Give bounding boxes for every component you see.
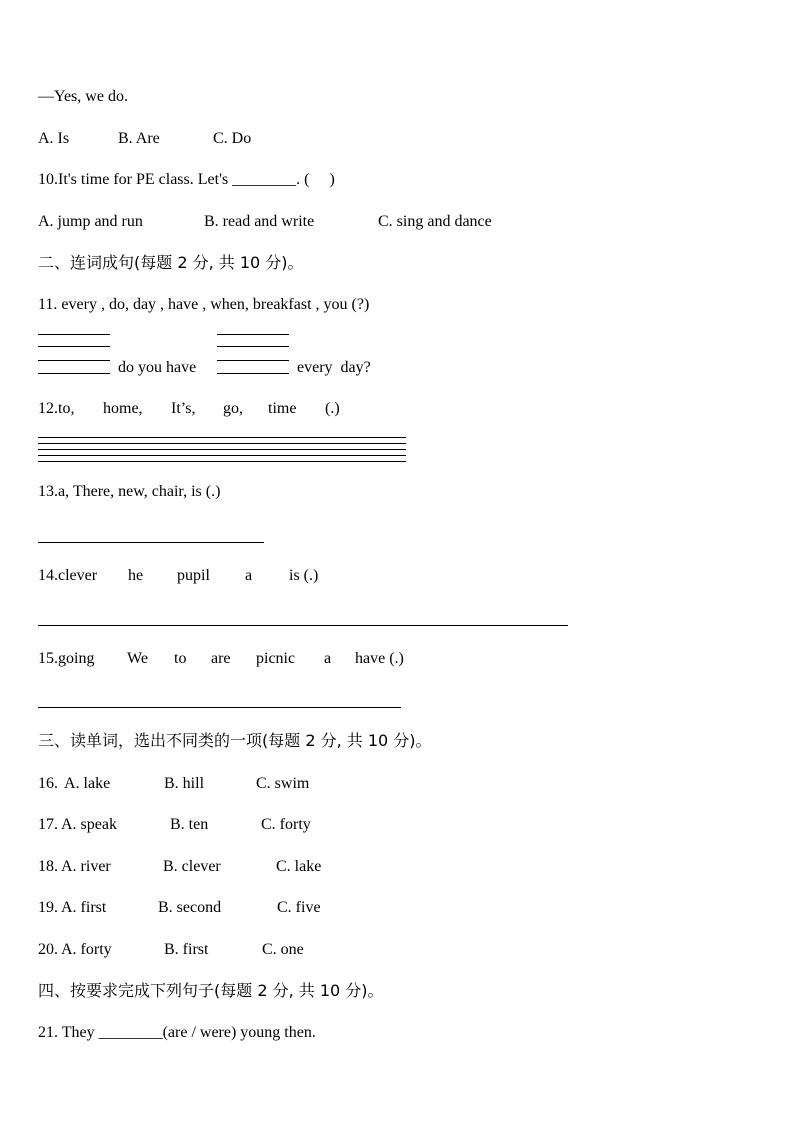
q20-number: 20.	[38, 941, 58, 958]
q15-word: have (.)	[355, 650, 404, 667]
q10-option-c: C. sing and dance	[378, 213, 492, 230]
q14-word: is (.)	[289, 567, 319, 584]
q11-blank2-line2	[217, 346, 289, 347]
q19-option-c: C. five	[277, 899, 321, 916]
q9-option-c: C. Do	[213, 130, 252, 147]
q11-blank1-line4	[38, 373, 110, 374]
q11-blank1-line2	[38, 346, 110, 347]
q9-option-a: A. Is	[38, 130, 70, 147]
q9-option-b: B. Are	[118, 130, 160, 147]
q12-word: 12.to,	[38, 400, 75, 417]
q13-answer-line	[38, 542, 264, 543]
q18-option-c: C. lake	[276, 858, 322, 875]
q15-word: a	[324, 650, 332, 667]
q11-end-text: every day?	[297, 359, 371, 376]
q18-number: 18.	[38, 858, 58, 875]
q19-option-b: B. second	[158, 899, 222, 916]
q12-answer-line5	[38, 461, 406, 462]
q11-blank2-line3	[217, 360, 289, 361]
q15-word: We	[127, 650, 148, 667]
q11-blank1-line1	[38, 334, 110, 335]
q15-word: are	[211, 650, 231, 667]
q12-word: It’s,	[171, 400, 196, 417]
q12-answer-line1	[38, 437, 406, 438]
q10-option-a: A. jump and run	[38, 213, 143, 230]
q17-number: 17.	[38, 816, 58, 833]
q16-option-c: C. swim	[256, 775, 310, 792]
q10-option-b: B. read and write	[204, 213, 315, 230]
q12-word: time	[268, 400, 297, 417]
q17-option-c: C. forty	[261, 816, 311, 833]
q13-stem: 13.a, There, new, chair, is (.)	[38, 483, 221, 500]
q14-word: 14.clever	[38, 567, 98, 584]
q20-option-c: C. one	[262, 941, 304, 958]
q15-answer-line	[38, 707, 401, 708]
q12-answer-line4	[38, 455, 406, 456]
q15-word: 15.going	[38, 650, 95, 667]
q12-word: home,	[103, 400, 143, 417]
q20-option-a: A. forty	[61, 941, 112, 958]
q12-word: (.)	[325, 400, 340, 417]
q12-answer-line3	[38, 449, 406, 450]
q11-stem: 11. every , do, day , have , when, breakfast , you (?)	[38, 296, 370, 313]
q14-word: a	[245, 567, 253, 584]
q18-option-b: B. clever	[163, 858, 221, 875]
q18-option-a: A. river	[61, 858, 111, 875]
q12-answer-line2	[38, 443, 406, 444]
section3-heading: 三、读单词，选出不同类的一项(每题 2 分, 共 10 分)。	[38, 731, 432, 750]
q14-word: he	[128, 567, 144, 584]
q21-stem: 21. They ________(are / were) young then.	[38, 1024, 316, 1041]
q11-blank1-line3	[38, 360, 110, 361]
q14-answer-line	[38, 625, 568, 626]
q19-number: 19.	[38, 899, 58, 916]
q10-stem: 10.It's time for PE class. Let's ________. ( )	[38, 171, 335, 188]
q11-blank2-line4	[217, 373, 289, 374]
section4-heading: 四、按要求完成下列句子(每题 2 分, 共 10 分)。	[38, 981, 384, 1000]
q15-word: picnic	[256, 650, 296, 667]
q20-option-b: B. first	[164, 941, 209, 958]
q16-option-b: B. hill	[164, 775, 205, 792]
q9-answer-line: —Yes, we do.	[38, 88, 128, 105]
q16-number: 16.	[38, 775, 58, 792]
q17-option-b: B. ten	[170, 816, 209, 833]
q15-word: to	[174, 650, 187, 667]
q11-blank2-line1	[217, 334, 289, 335]
q16-option-a: A. lake	[64, 775, 111, 792]
q14-word: pupil	[177, 567, 210, 584]
q12-word: go,	[223, 400, 243, 417]
q19-option-a: A. first	[61, 899, 107, 916]
section2-heading: 二、连词成句(每题 2 分, 共 10 分)。	[38, 253, 304, 272]
q11-mid-text: do you have	[118, 359, 197, 376]
q17-option-a: A. speak	[61, 816, 117, 833]
